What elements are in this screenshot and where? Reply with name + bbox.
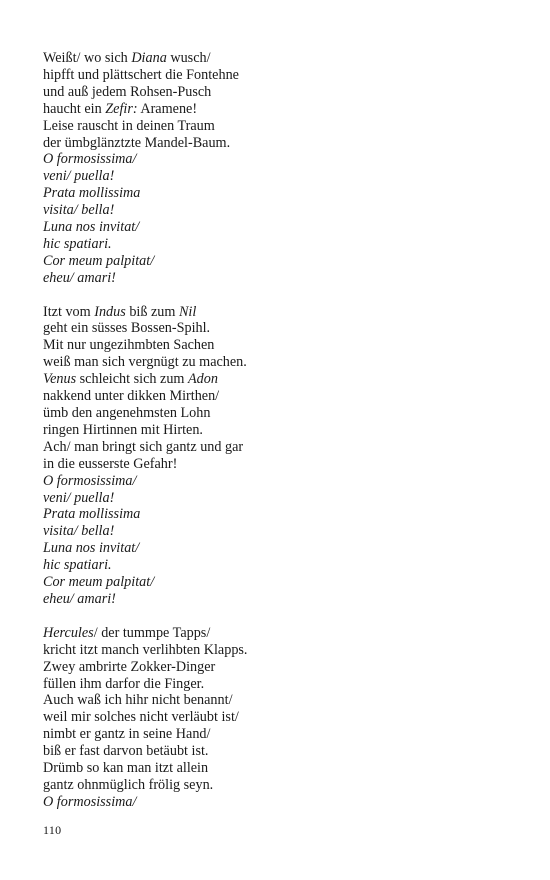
poem-line: [43, 270, 523, 287]
italic-text: veni/ puella!: [43, 168, 115, 185]
text-segment: nimbt er gantz in seine Hand/: [43, 726, 211, 743]
poem-line: [43, 692, 523, 709]
text-segment: Weißt/ wo sich: [43, 50, 132, 66]
italic-text: eheu/ amari!: [43, 269, 116, 286]
italic-text: Prata mollissima: [43, 506, 141, 523]
italic-text: Adon: [188, 371, 218, 388]
poem-line: [43, 304, 523, 321]
poem-line: [43, 591, 523, 608]
text-segment: ümb den angenehmsten Lohn: [43, 405, 211, 422]
text-segment: schleicht sich zum: [76, 371, 189, 388]
poem-line: [43, 84, 523, 101]
italic-text: hic spatiari.: [43, 557, 112, 574]
italic-text: Cor meum palpitat/: [43, 252, 155, 269]
text-segment: hipfft und plättschert die Fontehne: [43, 66, 239, 83]
poem-line: [43, 337, 523, 354]
poem-line: [43, 777, 523, 794]
text-segment: Ach/ man bringt sich gantz und gar: [43, 438, 244, 455]
italic-text: Luna nos invitat/: [43, 540, 140, 557]
italic-text: Prata mollissima: [43, 185, 141, 202]
poem-line: [43, 354, 523, 371]
poem-line: [43, 473, 523, 490]
poem-line: [43, 726, 523, 743]
poem-line: [43, 760, 523, 777]
text-segment: biß zum: [125, 303, 179, 320]
poem-line: [43, 219, 523, 236]
poem-line: [43, 50, 523, 67]
poem-line: [43, 185, 523, 202]
poem-line: [43, 118, 523, 135]
text-segment: biß er fast darvon betäubt ist.: [43, 743, 209, 760]
italic-text: Hercules: [43, 624, 94, 641]
poem-line: [43, 151, 523, 168]
text-segment: kricht itzt manch verlihbten Klapps.: [43, 641, 248, 658]
poem-line: [43, 67, 523, 84]
text-segment: der ümbglänztzte Mandel-Baum.: [43, 134, 231, 151]
italic-text: Indus: [94, 303, 126, 320]
text-segment: füllen ihm darfor die Finger.: [43, 675, 205, 692]
poem-line: [43, 405, 523, 422]
text-segment: Drümb so kan man itzt allein: [43, 760, 209, 777]
italic-text: visita/ bella!: [43, 202, 115, 219]
italic-text: O formosissima/: [43, 793, 137, 810]
text-segment: Leise rauscht in deinen Traum: [43, 117, 215, 134]
text-segment: weiß man sich vergnügt zu machen.: [43, 354, 247, 371]
poem-line: [43, 371, 523, 388]
poem-line: [43, 523, 523, 540]
poem-text: [43, 50, 523, 828]
italic-text: Diana: [131, 50, 167, 66]
poem-line: [43, 320, 523, 337]
poem-line: [43, 676, 523, 693]
text-segment: haucht ein: [43, 100, 106, 117]
page-number: 110: [43, 823, 62, 837]
poem-line: [43, 625, 523, 642]
poem-line: [43, 709, 523, 726]
poem-line: [43, 540, 523, 557]
poem-line: [43, 794, 523, 811]
poem-line: [43, 574, 523, 591]
italic-text: Zefir:: [105, 100, 138, 117]
italic-text: Nil: [178, 303, 197, 320]
poem-line: [43, 659, 523, 676]
text-segment: gantz ohnmüglich frölig seyn.: [43, 776, 214, 793]
poem-line: [43, 202, 523, 219]
text-segment: Aramene!: [137, 100, 198, 117]
italic-text: Cor meum palpitat/: [43, 574, 155, 591]
text-segment: wusch/: [166, 50, 211, 66]
stanza: [43, 50, 523, 287]
poem-line: [43, 490, 523, 507]
text-segment: nakkend unter dikken Mirthen/: [43, 388, 220, 405]
text-segment: ringen Hirtinnen mit Hirten.: [43, 421, 203, 438]
text-segment: Mit nur ungezihmbten Sachen: [43, 337, 215, 354]
poem-line: [43, 253, 523, 270]
italic-text: eheu/ amari!: [43, 590, 116, 607]
italic-text: Luna nos invitat/: [43, 219, 140, 236]
poem-line: [43, 422, 523, 439]
italic-text: Venus: [43, 371, 77, 388]
stanza: [43, 625, 523, 811]
poem-line: [43, 388, 523, 405]
poem-line: [43, 506, 523, 523]
text-segment: weil mir solches nicht verläubt ist/: [43, 709, 239, 726]
poem-line: [43, 557, 523, 574]
poem-line: [43, 439, 523, 456]
poem-line: [43, 456, 523, 473]
text-segment: geht ein süsses Bossen-Spihl.: [43, 320, 211, 337]
text-segment: in die eusserste Gefahr!: [43, 455, 178, 472]
poem-line: [43, 101, 523, 118]
stanza: [43, 304, 523, 608]
poem-line: [43, 642, 523, 659]
italic-text: O formosissima/: [43, 472, 137, 489]
poem-line: [43, 743, 523, 760]
text-segment: Itzt vom: [43, 303, 95, 320]
poem-line: [43, 135, 523, 152]
italic-text: hic spatiari.: [43, 235, 112, 252]
text-segment: / der tummpe Tapps/: [93, 624, 211, 641]
text-segment: und auß jedem Rohsen-Pusch: [43, 83, 212, 100]
italic-text: O formosissima/: [43, 151, 137, 168]
text-segment: Zwey ambrirte Zokker-Dinger: [43, 658, 216, 675]
text-segment: Auch waß ich hihr nicht benannt/: [43, 692, 233, 709]
poem-line: [43, 168, 523, 185]
italic-text: visita/ bella!: [43, 523, 115, 540]
italic-text: veni/ puella!: [43, 489, 115, 506]
poem-line: [43, 236, 523, 253]
